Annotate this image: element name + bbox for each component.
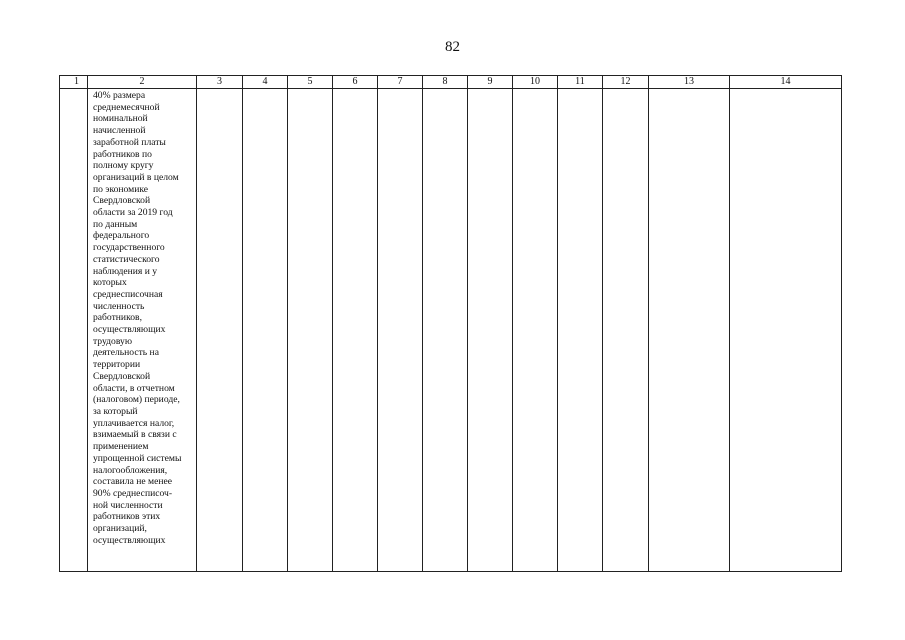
data-table <box>59 75 842 572</box>
cell-col-6 <box>333 89 378 572</box>
column-header-7: 7 <box>378 76 423 89</box>
cell-col-1 <box>60 89 88 572</box>
cell-col-9 <box>468 89 513 572</box>
cell-col-14 <box>730 89 842 572</box>
cell-col-10 <box>513 89 558 572</box>
column-header-12: 12 <box>603 76 649 89</box>
cell-col-12 <box>603 89 649 572</box>
column-header-5: 5 <box>288 76 333 89</box>
column-header-3: 3 <box>197 76 243 89</box>
column-header-6: 6 <box>333 76 378 89</box>
column-header-13: 13 <box>649 76 730 89</box>
cell-col-8 <box>423 89 468 572</box>
cell-col-3 <box>197 89 243 572</box>
column-header-9: 9 <box>468 76 513 89</box>
header-row <box>60 76 842 89</box>
column-header-10: 10 <box>513 76 558 89</box>
cell-col-11 <box>558 89 603 572</box>
column-header-11: 11 <box>558 76 603 89</box>
column-header-4: 4 <box>243 76 288 89</box>
page-number: 82 <box>445 39 460 55</box>
column-header-2: 2 <box>88 76 197 89</box>
column-header-14: 14 <box>730 76 842 89</box>
cell-col-7 <box>378 89 423 572</box>
cell-col-2: 40% размера среднемесячной номинальной начисленной заработной платы работников по полному кругу организаций в целом по экономике Свердловской области за 2019 год по данным федерального государственного статистического наблюдения и у которых среднесписочная численность работников, осуществляющих трудовую деятельность на территории Свердловской области, в отчетном (налоговом) периоде, за который уплачивается налог, взимаемый в связи с применением упрощенной системы налогообложения, составила не менее 90% среднесписоч- ной численности работников этих организаций, осуществляющих <box>88 89 197 572</box>
table-row <box>60 89 842 572</box>
cell-col-4 <box>243 89 288 572</box>
column-header-8: 8 <box>423 76 468 89</box>
cell-col-13 <box>649 89 730 572</box>
column-header-1: 1 <box>60 76 88 89</box>
cell-col-5 <box>288 89 333 572</box>
